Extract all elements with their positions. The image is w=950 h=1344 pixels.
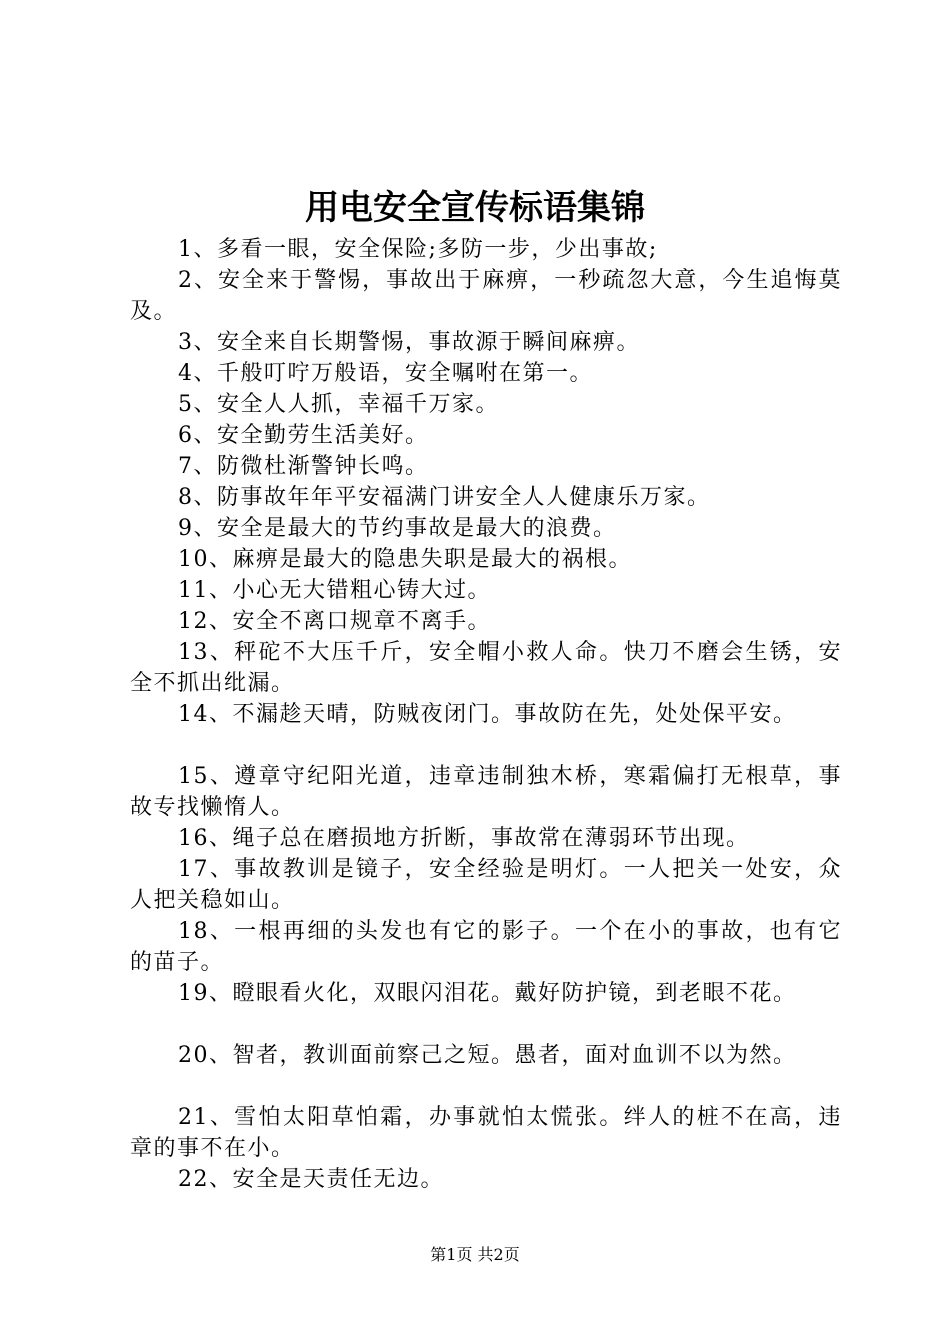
list-item: 21、雪怕太阳草怕霜，办事就怕太慌张。绊人的桩不在高，违章的事不在小。 [130, 1105, 842, 1161]
list-item: 14、不漏趁天晴，防贼夜闭门。事故防在先，处处保平安。 [178, 702, 797, 727]
list-item: 18、一根再细的头发也有它的影子。一个在小的事故，也有它的苗子。 [130, 919, 842, 975]
list-item: 16、绳子总在磨损地方折断，事故常在薄弱环节出现。 [178, 826, 750, 851]
list-item: 10、麻痹是最大的隐患失职是最大的祸根。 [178, 547, 632, 572]
list-item: 13、秤砣不大压千斤，安全帽小救人命。快刀不磨会生锈，安全不抓出纰漏。 [130, 640, 842, 696]
list-item: 19、瞪眼看火化，双眼闪泪花。戴好防护镜，到老眼不花。 [178, 981, 797, 1006]
list-item: 3、安全来自长期警惕，事故源于瞬间麻痹。 [178, 330, 640, 355]
document-title: 用电安全宣传标语集锦 [305, 188, 645, 228]
list-item: 8、防事故年年平安福满门讲安全人人健康乐万家。 [178, 485, 711, 510]
list-item: 4、千般叮咛万般语，安全嘱咐在第一。 [178, 361, 593, 386]
list-item: 1、多看一眼，安全保险;多防一步，少出事故; [178, 237, 658, 262]
list-item: 20、智者，教训面前察己之短。愚者，面对血训不以为然。 [178, 1043, 797, 1068]
list-item: 5、安全人人抓，幸福千万家。 [178, 392, 499, 417]
slogan-list [130, 234, 842, 1195]
list-item: 11、小心无大错粗心铸大过。 [178, 578, 491, 603]
page-number-footer: 第1页 共2页 [430, 1245, 520, 1264]
list-item: 12、安全不离口规章不离手。 [178, 609, 491, 634]
list-item: 9、安全是最大的节约事故是最大的浪费。 [178, 516, 617, 541]
list-item: 6、安全勤劳生活美好。 [178, 423, 429, 448]
list-item: 22、安全是天责任无边。 [178, 1167, 444, 1192]
list-item: 15、遵章守纪阳光道，违章违制独木桥，寒霜偏打无根草，事故专找懒惰人。 [130, 764, 842, 820]
list-item: 17、事故教训是镜子，安全经验是明灯。一人把关一处安，众人把关稳如山。 [130, 857, 842, 913]
list-item: 7、防微杜渐警钟长鸣。 [178, 454, 429, 479]
list-item: 2、安全来于警惕，事故出于麻痹，一秒疏忽大意，今生追悔莫及。 [130, 268, 842, 324]
